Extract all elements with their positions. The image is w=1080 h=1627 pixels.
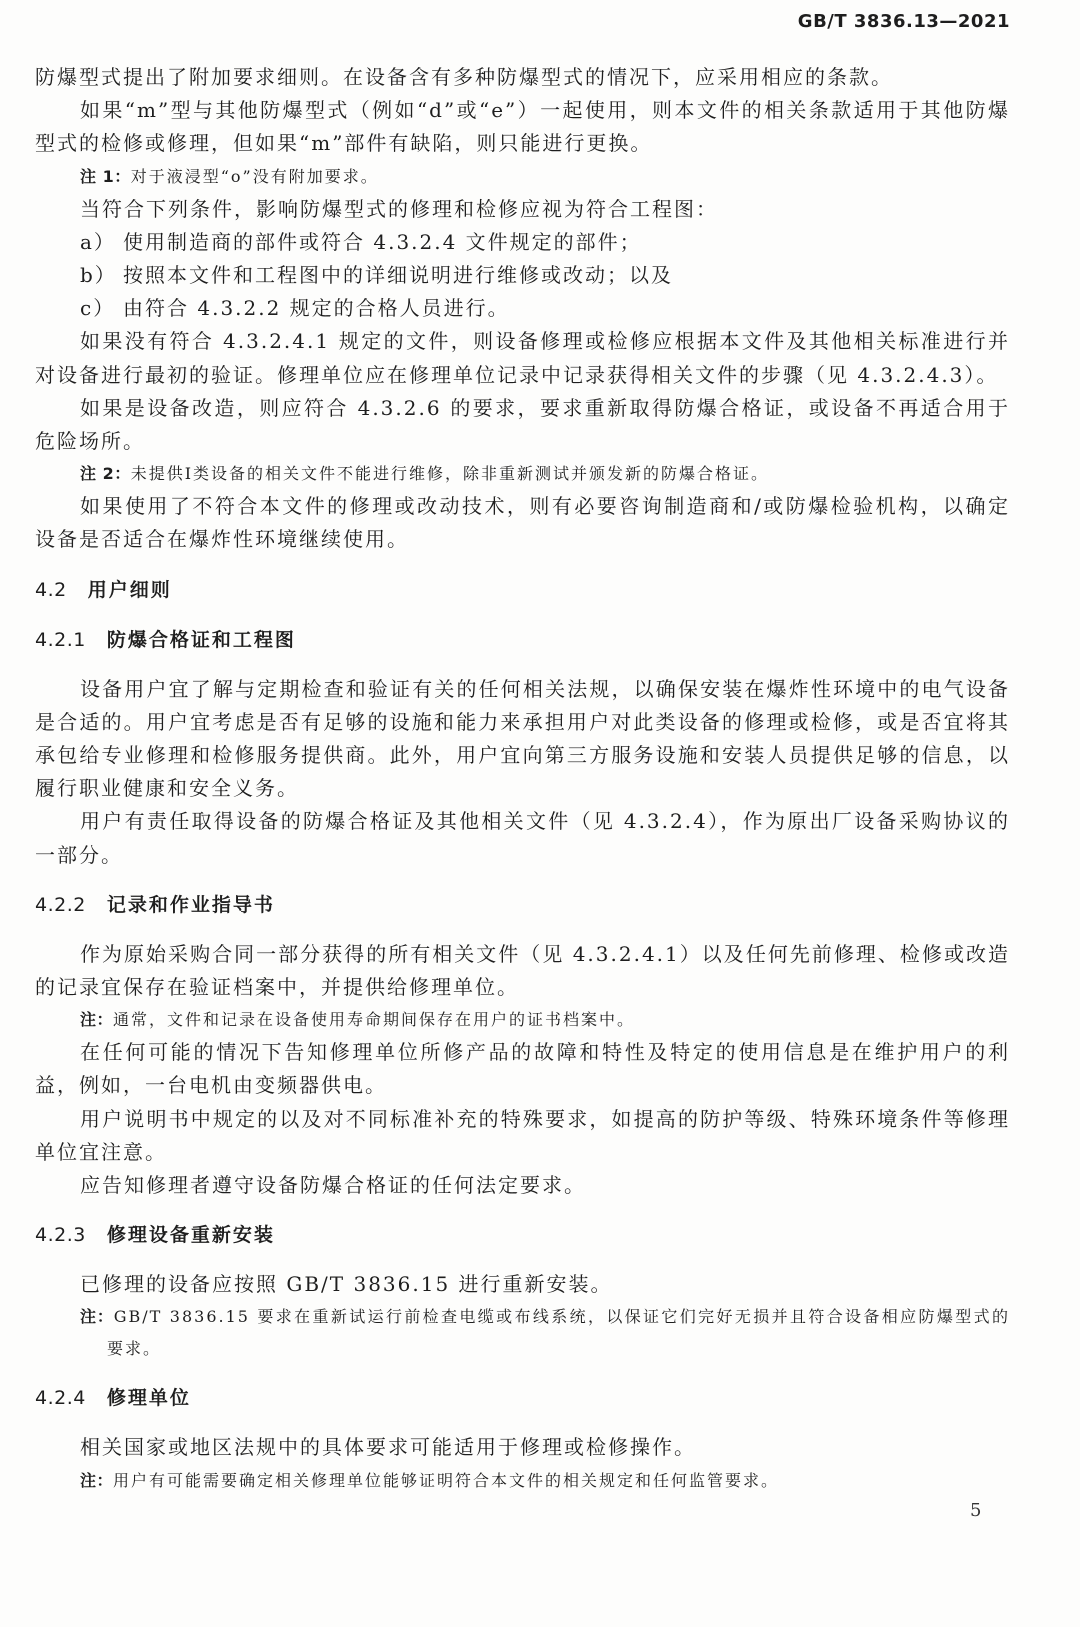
note-2-label: 注 2： — [80, 464, 131, 484]
section-number: 4.2.3 — [35, 1224, 86, 1247]
intro-paragraph-6: 如果使用了不符合本文件的修理或改动技术，则有必要咨询制造商和/或防爆检验机构，以确定设备是否适合在爆炸性环境继续使用。 — [35, 494, 1010, 552]
intro-paragraph-5: 如果是设备改造，则应符合 4.3.2.6 的要求，要求重新取得防爆合格证，或设备不再适合用于危险场所。 — [35, 395, 1010, 454]
intro-paragraph-3: 当符合下列条件，影响防爆型式的修理和检修应视为符合工程图： — [80, 196, 718, 221]
section-heading-4-2-2 — [35, 888, 1010, 922]
section-heading-4-2-1 — [35, 623, 1010, 657]
note-label: 注： — [80, 1010, 114, 1030]
condition-text: 使用制造商的部件或符合 4.3.2.4 文件规定的部件； — [123, 229, 642, 254]
condition-label: b） — [80, 263, 117, 288]
note-2-text: 未提供Ⅰ类设备的相关文件不能进行维修，除非重新测试并颁发新的防爆合格证。 — [130, 464, 770, 484]
note-1-text: 对于液浸型“o”没有附加要求。 — [130, 166, 379, 186]
note-text: GB/T 3836.15 要求在重新试运行前检查电缆或布线系统，以保证它们完好无损并且符合设备相应防爆型式的要求。 — [107, 1307, 1010, 1359]
section-4-2-1-paragraph-1: 设备用户宜了解与定期检查和验证有关的任何相关法规，以确保安装在爆炸性环境中的电气设备是合适的。用户宜考虑是否有足够的设施和能力来承担用户对此类设备的修理或检修，或是否宜将其承包给专业修理和检修服务提供商。此外，用户宜向第三方服务设施和安装人员提供足够的信息，以履行职业健康和安全义务。 — [35, 676, 1010, 801]
section-4-2-1-paragraph-2: 用户有责任取得设备的防爆合格证及其他相关文件（见 4.3.2.4），作为原出厂设备采购协议的一部分。 — [35, 809, 1010, 867]
intro-paragraph-2: 如果“m”型与其他防爆型式（例如“d”或“e”）一起使用，则本文件的相关条款适用于其他防爆型式的检修或修理，但如果“m”部件有缺陷，则只能进行更换。 — [35, 98, 1010, 156]
section-title: 记录和作业指导书 — [106, 893, 275, 916]
note-1-label: 注 1： — [80, 166, 131, 186]
intro-paragraph-4: 如果没有符合 4.3.2.4.1 规定的文件，则设备修理或检修应根据本文件及其他相关标准进行并对设备进行最初的验证。修理单位应在修理单位记录中记录获得相关文件的步骤（见 4.3.2.4.3）。 — [35, 329, 1010, 387]
note-text: 用户有可能需要确定相关修理单位能够证明符合本文件的相关规定和任何监管要求。 — [113, 1470, 780, 1490]
condition-item-b — [80, 259, 1010, 292]
note-2 — [35, 458, 1010, 490]
note-1 — [35, 161, 1010, 193]
section-number: 4.2.2 — [35, 893, 86, 916]
section-title: 修理单位 — [106, 1387, 191, 1410]
section-heading-4-2-4 — [35, 1381, 1010, 1415]
section-heading-4-2-3 — [35, 1218, 1010, 1252]
section-title: 修理设备重新安装 — [106, 1224, 275, 1247]
note-text: 通常，文件和记录在设备使用寿命期间保存在用户的证书档案中。 — [113, 1010, 636, 1030]
intro-paragraph-1: 防爆型式提出了附加要求细则。在设备含有多种防爆型式的情况下，应采用相应的条款。 — [35, 65, 893, 89]
section-4-2-3-note — [35, 1301, 1010, 1365]
note-label: 注： — [80, 1470, 114, 1490]
section-title: 防爆合格证和工程图 — [106, 628, 296, 651]
section-4-2-2-paragraph-4: 应告知修理者遵守设备防爆合格证的任何法定要求。 — [80, 1173, 586, 1198]
section-number: 4.2 — [35, 578, 67, 601]
section-4-2-2-note — [35, 1004, 1010, 1036]
condition-item-c — [80, 292, 1010, 325]
note-label: 注： — [80, 1307, 114, 1327]
section-4-2-3-paragraph-1: 已修理的设备应按照 GB/T 3836.15 进行重新安装。 — [80, 1272, 613, 1297]
condition-label: a） — [80, 229, 116, 254]
section-heading-4-2 — [35, 573, 1010, 607]
page-number: 5 — [970, 1500, 982, 1521]
section-4-2-4-paragraph-1: 相关国家或地区法规中的具体要求可能适用于修理或检修操作。 — [80, 1435, 696, 1460]
section-4-2-2-paragraph-2: 在任何可能的情况下告知修理单位所修产品的故障和特性及特定的使用信息是在维护用户的利益，例如，一台电机由变频器供电。 — [35, 1040, 1010, 1098]
condition-item-a — [80, 226, 1010, 259]
condition-label: c） — [80, 296, 116, 321]
section-number: 4.2.1 — [35, 628, 86, 651]
section-4-2-2-paragraph-1: 作为原始采购合同一部分获得的所有相关文件（见 4.3.2.4.1）以及任何先前修理、检修或改造的记录宜保存在验证档案中，并提供给修理单位。 — [35, 941, 1010, 1000]
section-title: 用户细则 — [87, 578, 172, 601]
condition-text: 按照本文件和工程图中的详细说明进行维修或改动；以及 — [123, 263, 673, 288]
section-4-2-4-note — [35, 1465, 1010, 1497]
section-4-2-2-paragraph-3: 用户说明书中规定的以及对不同标准补充的特殊要求，如提高的防护等级、特殊环境条件等修理单位宜注意。 — [35, 1106, 1010, 1164]
section-number: 4.2.4 — [35, 1387, 86, 1410]
standard-code-header: GB/T 3836.13—2021 — [797, 11, 1010, 32]
condition-text: 由符合 4.3.2.2 规定的合格人员进行。 — [123, 296, 510, 321]
